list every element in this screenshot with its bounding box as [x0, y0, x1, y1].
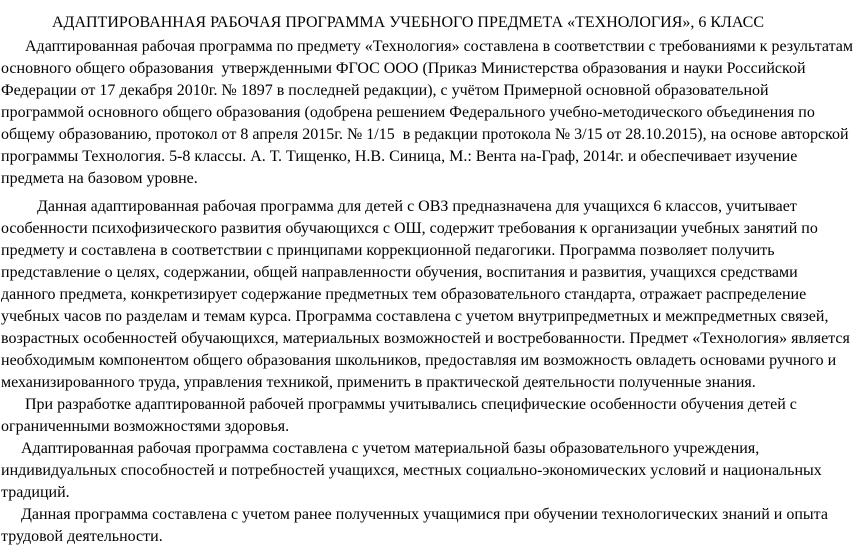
text-line: традиций. — [1, 484, 70, 501]
text-line: предмету и составлена в соответствии с принципами коррекционной педагогики. Программа позволяет получить — [1, 242, 775, 259]
paragraph-1 — [1, 36, 853, 190]
text-line: индивидуальных способностей и потребностей учащихся, местных социально-экономических условий и национальных — [1, 462, 822, 479]
text-line: Адаптированная рабочая программа составлена с учетом материальной базы образовательного учреждения, — [1, 440, 760, 457]
text-line: возрастных особенностей обучающихся, материальных возможностей и востребованности. Предмет «Технология» является — [1, 330, 850, 347]
text-line: механизированного труда, управления техникой, применить в практической деятельности полученные знания. — [1, 374, 756, 391]
text-line: необходимым компонентом общего образования школьников, предоставляя им возможность овладеть основами ручного и — [1, 352, 837, 369]
paragraph-2 — [1, 196, 850, 394]
paragraph-5 — [1, 504, 828, 548]
text-line: Адаптированная рабочая программа по предмету «Технология» составлена в соответствии с требованиями к результатам — [1, 38, 853, 55]
text-line: основного общего образования утвержденными ФГОС ООО (Приказ Министерства образования и науки Российской — [1, 60, 806, 77]
document-body — [1, 36, 853, 548]
text-line: Данная программа составлена с учетом ранее полученных учащимися при обучении технологических знаний и опыта — [1, 506, 828, 523]
text-line: учебных часов по разделам и темам курса. Программа составлена с учетом внутрипредметных и межпредметных связей, — [1, 308, 829, 325]
text-line: данного предмета, конкретизирует содержание предметных тем образовательного стандарта, отражает распределение — [1, 286, 807, 303]
text-line: особенности психофизического развития обучающихся с ОШ, содержит требования к организации учебных занятий по — [1, 220, 818, 237]
paragraph-4 — [1, 438, 822, 504]
text-line: Федерации от 17 декабря 2010г. № 1897 в последней редакции), с учётом Примерной основной образовательной — [1, 82, 769, 99]
text-line: программы Технология. 5-8 классы. А. Т. Тищенко, Н.В. Синица, М.: Вента на-Граф, 2014г. и обеспечивает изучение — [1, 148, 798, 165]
paragraph-3 — [1, 394, 813, 438]
text-line: программой основного общего образования (одобрена решением Федерального учебно-методического объединения по — [1, 104, 815, 121]
text-line: трудовой деятельности. — [1, 528, 163, 545]
text-line: общему образованию, протокол от 8 апреля 2015г. № 1/15 в редакции протокола № 3/15 от 28.10.2015), на основе авторской — [1, 126, 849, 143]
document-title: АДАПТИРОВАННАЯ РАБОЧАЯ ПРОГРАММА УЧЕБНОГО ПРЕДМЕТА «ТЕХНОЛОГИЯ», 6 КЛАСС — [51, 14, 765, 31]
text-line: При разработке адаптированной рабочей программы учитывались специфические особенности обучения детей с — [1, 396, 797, 413]
text-line: Данная адаптированная рабочая программа для детей с ОВЗ предназначена для учащихся 6 классов, учитывает — [1, 198, 797, 215]
text-line: представление о целях, содержании, общей направленности обучения, воспитания и развития, учащихся средствами — [1, 264, 798, 281]
text-line: предмета на базовом уровне. — [1, 170, 198, 187]
text-line: ограниченными возможностями здоровья. — [1, 418, 290, 435]
